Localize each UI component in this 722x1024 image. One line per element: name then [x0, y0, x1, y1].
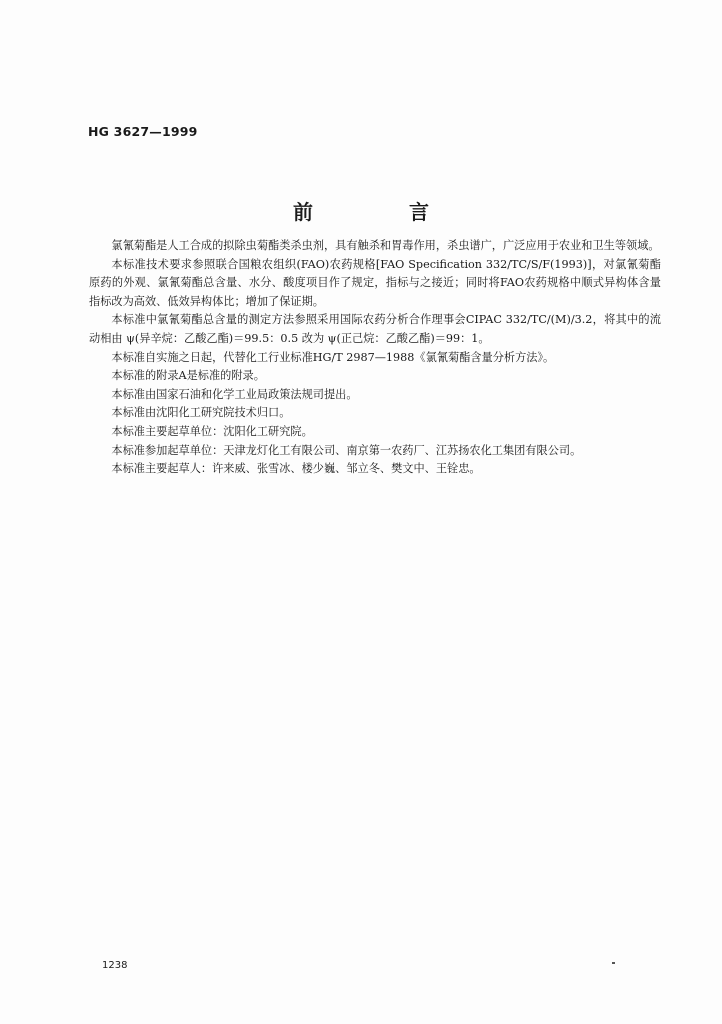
foreword-body	[89, 237, 661, 479]
paragraph-replacement: 本标准自实施之日起，代替化工行业标准HG/T 2987—1988《氯氰菊酯含量分析方法》。	[111, 350, 555, 364]
page-title: 前 言	[293, 200, 467, 224]
paragraph-proposer: 本标准由国家石油和化学工业局政策法规司提出。	[111, 387, 358, 401]
paragraph-appendix: 本标准的附录A是标准的附录。	[111, 369, 265, 383]
paragraph-participating-units: 本标准参加起草单位：天津龙灯化工有限公司、南京第一农药厂、江苏扬农化工集团有限公司。	[111, 443, 582, 457]
page-number: 1238	[102, 960, 128, 971]
paragraph-main-drafter-unit: 本标准主要起草单位：沈阳化工研究院。	[111, 424, 313, 438]
paragraph-test-method: 本标准中氯氰菊酯总含量的测定方法参照采用国际农药分析合作理事会CIPAC 332/TC/(M)/3.2，将其中的流动相由 ψ(异辛烷：乙酸乙酯)＝99.5：0.5 改为 ψ(正己烷：乙酸乙酯)＝99：1。	[89, 313, 661, 345]
paragraph-drafters: 本标准主要起草人：许来威、张雪冰、楼少巍、邹立冬、樊文中、王铨忠。	[111, 462, 481, 476]
scan-speck	[612, 962, 615, 964]
standard-code: HG 3627—1999	[88, 124, 198, 139]
paragraph-responsible: 本标准由沈阳化工研究院技术归口。	[111, 406, 291, 420]
paragraph-intro: 氯氰菊酯是人工合成的拟除虫菊酯类杀虫剂，具有触杀和胃毒作用，杀虫谱广，广泛应用于农业和卫生等领域。	[111, 239, 660, 252]
paragraph-technical-requirements: 本标准技术要求参照联合国粮农组织(FAO)农药规格[FAO Specification 332/TC/S/F(1993)]，对氯氰菊酯原药的外观、氯氰菊酯总含量、水分、酸度项目作了规定，指标与之接近；同时将FAO农药规格中顺式异构体含量指标改为高效、低效异构体比；增加了保证期。	[89, 257, 661, 308]
